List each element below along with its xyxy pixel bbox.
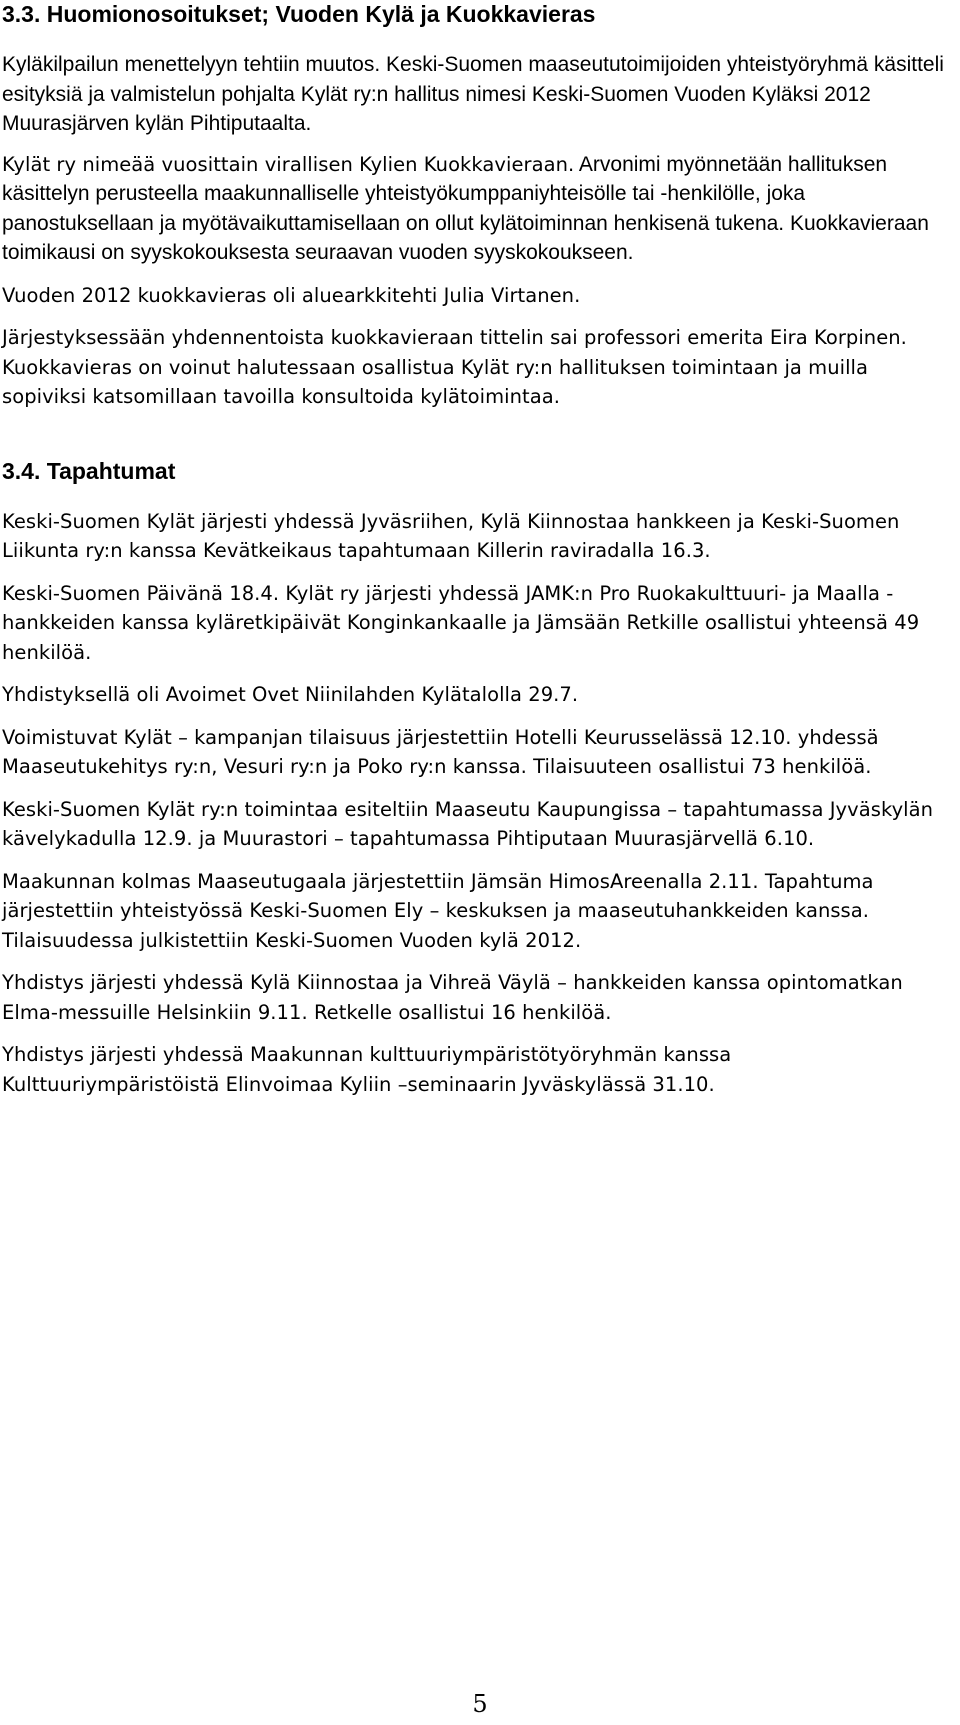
- event-paragraph: Yhdistys järjesti yhdessä Kylä Kiinnostaa ja Vihreä Väylä – hankkeiden kanssa opintomatkan Elma-messuille Helsinkiin 9.11. Retkelle osallistui 16 henkilöä.: [2, 971, 903, 1024]
- event-paragraph: Keski-Suomen Kylät ry:n toimintaa esiteltiin Maaseutu Kaupungissa – tapahtumassa Jyväskylän kävelykadulla 12.9. ja Muurastori – tapahtumassa Pihtiputaan Muurasjärvellä 6.10.: [2, 797, 934, 850]
- section-heading-3-4: 3.4. Tapahtumat: [2, 457, 176, 484]
- paragraph-kuokkavieras-2012: Vuoden 2012 kuokkavieras oli aluearkkitehti Julia Virtanen.: [2, 283, 581, 307]
- event-paragraph: Maakunnan kolmas Maaseutugaala järjestettiin Jämsän HimosAreenalla 2.11. Tapahtuma järjestettiin yhteistyössä Keski-Suomen Ely – keskuksen ja maaseutuhankkeiden kanssa. Tilaisuudessa julkistettiin Keski-Suomen Vuoden kylä 2012.: [2, 869, 874, 952]
- event-paragraph: Keski-Suomen Kylät järjesti yhdessä Jyväsriihen, Kylä Kiinnostaa hankkeen ja Keski-Suomen Liikunta ry:n kanssa Kevätkeikaus tapahtumaan Killerin raviradalla 16.3.: [2, 509, 900, 562]
- paragraph-eleventh-kuokkavieras: Järjestyksessään yhdennentoista kuokkavieraan tittelin sai professori emerita Eira Korpinen. Kuokkavieras on voinut halutessaan osallistua Kylät ry:n hallituksen toimintaan ja muilla sopiviksi katsomillaan tavoilla konsultoida kylätoimintaa.: [2, 326, 907, 408]
- event-paragraph: Keski-Suomen Päivänä 18.4. Kylät ry järjesti yhdessä JAMK:n Pro Ruokakulttuuri- ja Maalla -hankkeiden kanssa kyläretkipäivät Konginkankaalle ja Jämsään Retkille osallistui yhteensä 49 henkilöä.: [2, 581, 920, 664]
- event-paragraph: Voimistuvat Kylät – kampanjan tilaisuus järjestettiin Hotelli Keurusselässä 12.10. yhdessä Maaseutukehitys ry:n, Vesuri ry:n ja Poko ry:n kanssa. Tilaisuuteen osallistui 73 henkilöä.: [2, 725, 879, 778]
- document-body: [2, 0, 947, 1099]
- paragraph-kuokkavieras-rest: Arvonimi myönnetään hallituksen käsittelyn perusteella maakunnalliselle yhteistyökumppaniyhteisölle tai -henkilölle, joka panostuksellaan ja myötävaikuttamisellaan on ollut kylätoiminnan henkisenä tukena. Kuokkavieraan toimikausi on syyskokouksesta seuraavan vuoden syyskokoukseen.: [2, 152, 929, 264]
- event-paragraph: Yhdistys järjesti yhdessä Maakunnan kulttuuriympäristötyöryhmän kanssa Kulttuuriympäristöistä Elinvoimaa Kyliin –seminaarin Jyväskylässä 31.10.: [2, 1043, 732, 1096]
- event-paragraph: Yhdistyksellä oli Avoimet Ovet Niinilahden Kylätalolla 29.7.: [2, 683, 579, 706]
- paragraph-kuokkavieras-lead: Kylät ry nimeää vuosittain virallisen Kylien Kuokkavieraan.: [2, 152, 575, 176]
- paragraph-village-competition: Kyläkilpailun menettelyyn tehtiin muutos. Keski-Suomen maaseututoimijoiden yhteistyöryhmä käsitteli esityksiä ja valmistelun pohjalta Kylät ry:n hallitus nimesi Keski-Suomen Vuoden Kyläksi 2012 Muurasjärven kylän Pihtiputaalta.: [2, 53, 944, 135]
- section-heading-3-3: 3.3. Huomionosoitukset; Vuoden Kylä ja Kuokkavieras: [2, 1, 596, 27]
- page-number: 5: [472, 1690, 488, 1718]
- paragraph-kuokkavieras-title: [2, 150, 947, 268]
